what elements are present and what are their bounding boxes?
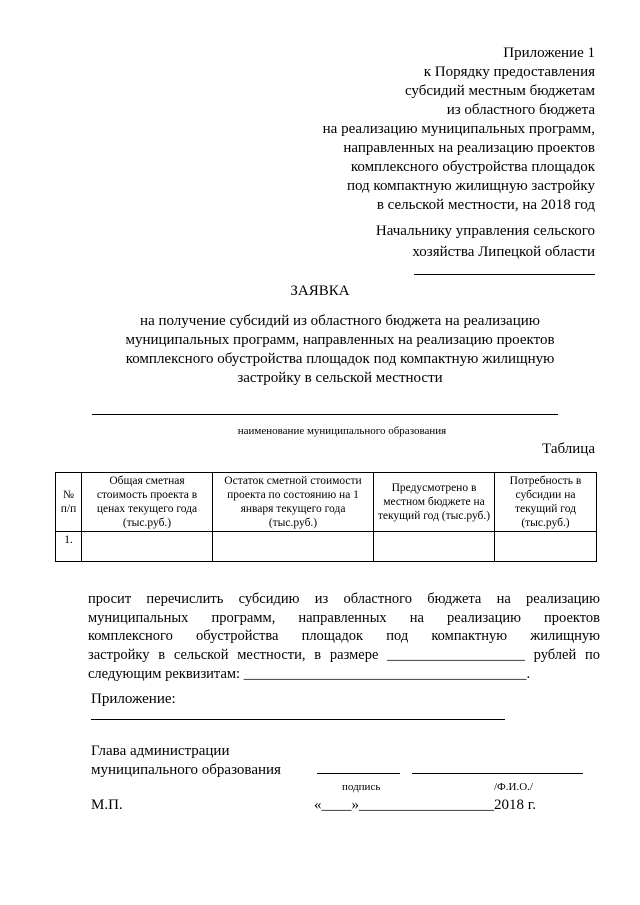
table-header-row: [56, 473, 597, 532]
table-cell[interactable]: 1.: [56, 532, 82, 562]
header-remaining-cost: Остаток сметной стоимости проекта по состоянию на 1 января текущего года (тыс.руб.): [213, 473, 374, 532]
signature-line[interactable]: [317, 773, 400, 774]
header-local-budget: Предусмотрено в местном бюджете на текущий год (тыс.руб.): [374, 473, 495, 532]
appendix-line: из областного бюджета: [446, 102, 595, 118]
header-total-cost: Общая сметная стоимость проекта в ценах текущего года (тыс.руб.): [82, 473, 213, 532]
header-subsidy-need: Потребность в субсидии на текущий год (тыс.руб.): [495, 473, 597, 532]
appendix-line: на реализацию муниципальных программ,: [322, 121, 595, 137]
subtitle-line: комплексного обустройства площадок под компактную жилищную: [125, 351, 555, 367]
attachment-line[interactable]: [91, 719, 505, 720]
subtitle-line: застройку в сельской местности: [237, 370, 443, 386]
appendix-line: в сельской местности, на 2018 год: [376, 197, 595, 213]
table-cell[interactable]: [213, 532, 374, 562]
document-title: ЗАЯВКА: [290, 283, 350, 299]
header-number: № п/п: [56, 473, 82, 532]
addressee-signature-line: [414, 274, 595, 275]
request-line: следующим реквизитам: _______________________________________.: [88, 665, 531, 682]
request-line: просит перечислить субсидию из областного бюджета на реализацию: [88, 591, 600, 607]
signature-caption: подпись: [342, 781, 381, 793]
subtitle-line: на получение субсидий из областного бюджета на реализацию: [140, 313, 540, 329]
table-cell[interactable]: [374, 532, 495, 562]
fio-caption: /Ф.И.О./: [494, 781, 533, 793]
municipality-caption: наименование муниципального образования: [237, 425, 447, 437]
head-title-line1: Глава администрации: [91, 743, 230, 759]
appendix-line: субсидий местным бюджетам: [404, 83, 595, 99]
stamp-label: М.П.: [91, 797, 123, 813]
appendix-line: к Порядку предоставления: [423, 64, 595, 80]
appendix-line: комплексного обустройства площадок: [350, 159, 595, 175]
appendix-line: направленных на реализацию проектов: [343, 140, 595, 156]
appendix-line: под компактную жилищную застройку: [346, 178, 595, 194]
appendix-block: [323, 44, 595, 215]
date-field[interactable]: «____»__________________2018 г.: [314, 797, 536, 813]
request-line: комплексного обустройства площадок под компактную жилищную: [88, 628, 600, 645]
fio-line[interactable]: [412, 773, 583, 774]
document-subtitle: [60, 312, 620, 388]
head-title-line2: муниципального образования: [91, 762, 281, 778]
addressee-block: [376, 221, 595, 263]
table-cell[interactable]: [82, 532, 213, 562]
subtitle-line: муниципальных программ, направленных на реализацию проектов: [125, 332, 555, 348]
attachment-label: Приложение:: [91, 691, 176, 707]
head-title: [91, 742, 281, 780]
municipality-name-line: [92, 414, 558, 415]
request-paragraph: [88, 590, 600, 684]
request-line: застройку в сельской местности, в размере ___________________ рублей по: [88, 647, 600, 664]
request-line: муниципальных программ, направленных на реализацию проектов: [88, 609, 600, 626]
addressee-line2: хозяйства Липецкой области: [412, 244, 595, 260]
table-cell[interactable]: [495, 532, 597, 562]
table-row: [56, 532, 597, 562]
addressee-line1: Начальнику управления сельского: [375, 223, 595, 239]
appendix-line: Приложение 1: [503, 45, 595, 61]
table-label: Таблица: [542, 441, 595, 457]
request-table: [55, 472, 597, 562]
